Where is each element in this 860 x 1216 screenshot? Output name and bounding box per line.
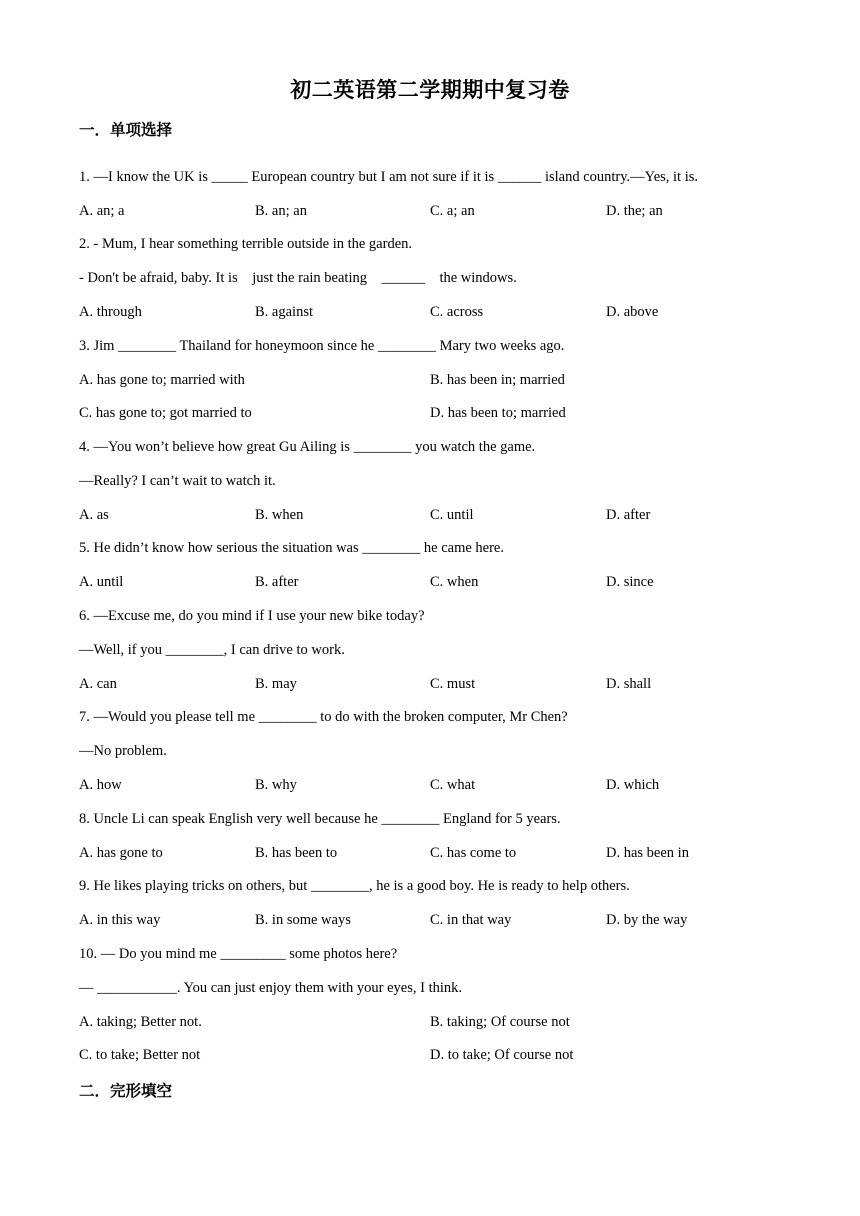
q7-option-c: C. what [430,777,476,793]
q9-option-a: A. in this way [79,912,161,928]
q2-option-a: A. through [79,304,142,320]
q4-option-a: A. as [79,507,109,523]
question-10-stem-line2: — ___________. You can just enjoy them with your eyes, I think. [79,980,463,996]
q5-option-c: C. when [430,574,479,590]
q6-option-b: B. may [255,676,297,692]
q1-option-d: D. the; an [606,203,663,219]
question-7-stem-line2: —No problem. [79,743,167,759]
q4-option-c: C. until [430,507,474,523]
q2-option-b: B. against [255,304,313,320]
q9-option-c: C. in that way [430,912,512,928]
q8-option-c: C. has come to [430,845,517,861]
section-heading-cloze: 二．完形填空 [79,1082,173,1100]
q1-option-a: A. an; a [79,203,125,219]
q7-option-d: D. which [606,777,660,793]
q6-option-d: D. shall [606,676,652,692]
q2-option-c: C. across [430,304,484,320]
q9-option-d: D. by the way [606,912,688,928]
question-9-stem: 9. He likes playing tricks on others, but ________, he is a good boy. He is ready to help others. [79,878,630,894]
q3-option-d: D. has been to; married [430,405,566,421]
q3-option-b: B. has been in; married [430,372,565,388]
q5-option-a: A. until [79,574,124,590]
section-heading-multiple-choice: 一．单项选择 [79,121,173,139]
q10-option-a: A. taking; Better not. [79,1014,202,1030]
question-1-stem: 1. —I know the UK is _____ European country but I am not sure if it is ______ island country.—Yes, it is. [79,169,699,185]
question-6-stem: 6. —Excuse me, do you mind if I use your new bike today? [79,608,425,624]
q5-option-b: B. after [255,574,299,590]
q7-option-b: B. why [255,777,297,793]
page-title: 初二英语第二学期期中复习卷 [290,78,570,102]
q10-option-d: D. to take; Of course not [430,1047,574,1063]
question-7-stem: 7. —Would you please tell me ________ to do with the broken computer, Mr Chen? [79,709,568,725]
q4-option-d: D. after [606,507,651,523]
q9-option-b: B. in some ways [255,912,351,928]
q3-option-c: C. has gone to; got married to [79,405,252,421]
q3-option-a: A. has gone to; married with [79,372,245,388]
q4-option-b: B. when [255,507,304,523]
q1-option-b: B. an; an [255,203,307,219]
q6-option-c: C. must [430,676,476,692]
q1-option-c: C. a; an [430,203,475,219]
question-5-stem: 5. He didn’t know how serious the situation was ________ he came here. [79,540,504,556]
q2-option-d: D. above [606,304,659,320]
question-4-stem: 4. —You won’t believe how great Gu Ailing is ________ you watch the game. [79,439,536,455]
question-10-stem: 10. — Do you mind me _________ some photos here? [79,946,398,962]
question-8-stem: 8. Uncle Li can speak English very well because he ________ England for 5 years. [79,811,561,827]
q5-option-d: D. since [606,574,654,590]
q7-option-a: A. how [79,777,122,793]
q8-option-d: D. has been in [606,845,689,861]
q8-option-a: A. has gone to [79,845,163,861]
q8-option-b: B. has been to [255,845,338,861]
question-3-stem: 3. Jim ________ Thailand for honeymoon since he ________ Mary two weeks ago. [79,338,565,354]
question-2-stem: 2. - Mum, I hear something terrible outside in the garden. [79,236,413,252]
q10-option-b: B. taking; Of course not [430,1014,570,1030]
question-4-stem-line2: —Really? I can’t wait to watch it. [79,473,276,489]
question-2-stem-line2: - Don't be afraid, baby. It is just the rain beating ______ the windows. [79,270,517,286]
q6-option-a: A. can [79,676,117,692]
question-6-stem-line2: —Well, if you ________, I can drive to work. [79,642,345,658]
q10-option-c: C. to take; Better not [79,1047,201,1063]
